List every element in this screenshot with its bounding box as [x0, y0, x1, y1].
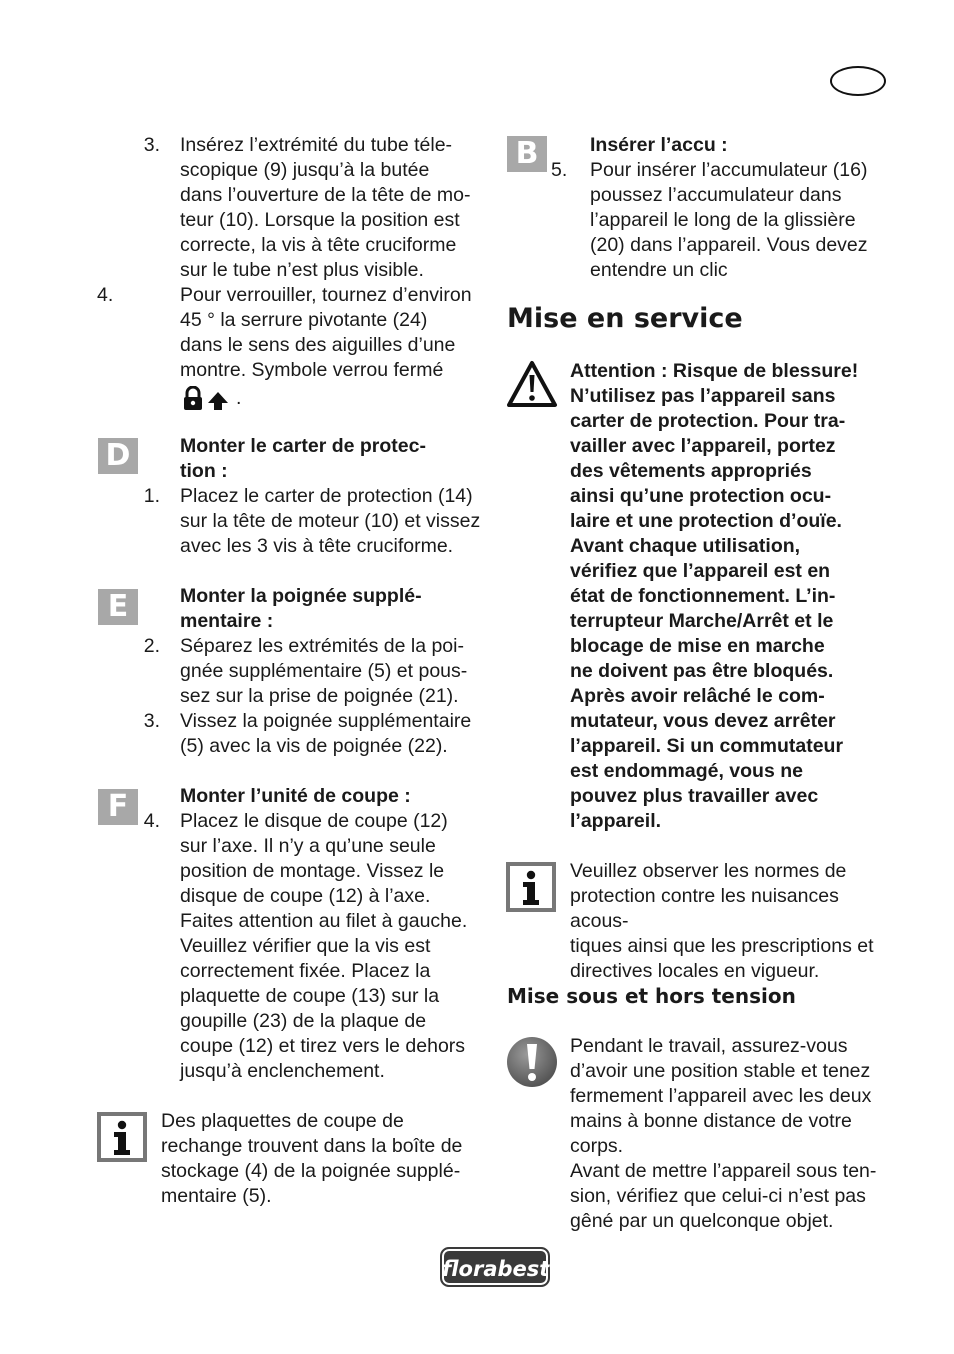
section-heading: Insérer l’accu : — [590, 134, 728, 156]
warning-text: Attention : Risque de blessure! N’utilisez pas l’appareil sans carter de protection. Pour tra- vailler avec l’appareil, portez des vêtements appropriés ainsi qu’une protection ocu- laire et une protection d’ouïe. Avant chaque utilisation, vérifiez que l’appareil est en état de fonctionnement. L’in- terrupteur Marche/Arrêt et le blocage de mise en marche ne doivent pas être bloqués. Après avoir relâché le com- mutateur, vous devez arrêter l’appareil. Si un commutateur est endommagé, vous ne pouvez plus travailler avec l’appareil. — [570, 360, 859, 832]
lock-symbol — [182, 386, 252, 412]
page-title: Mise en service — [507, 303, 743, 334]
exclamation-icon — [506, 1036, 558, 1088]
section-heading: Monter le carter de protec- tion : — [180, 435, 426, 482]
brand-logo: florabest — [440, 1247, 550, 1287]
step-number: 4. — [143, 810, 160, 832]
step-number: 1. — [143, 485, 160, 507]
section-badge-d: D — [98, 438, 138, 474]
step-text: Insérez l’extrémité du tube téle- scopique (9) jusqu’à la butée dans l’ouverture de la tête de mo- teur (10). Lorsque la position est correcte, la vis à tête cruciforme sur le tube n’est plus visible. — [180, 134, 471, 281]
step-text: Vissez la poignée supplémentaire (5) avec la vis de poignée (22). — [180, 710, 472, 757]
step-number: 2. — [143, 635, 160, 657]
language-oval — [830, 66, 886, 96]
section-badge-b: B — [507, 136, 547, 172]
step-text: Placez le carter de protection (14) sur la tête de moteur (10) et vissez avec les 3 vis à tête cruciforme. — [180, 485, 481, 557]
step-text: Pour verrouiller, tournez d’environ 45 ° la serrure pivotante (24) dans le sens des aiguilles d’une montre. Symbole verrou fermé — [180, 284, 472, 381]
arrow-up-icon — [208, 392, 228, 410]
section-badge-e: E — [98, 589, 138, 625]
info-note: Des plaquettes de coupe de rechange trouvent dans la boîte de stockage (4) de la poignée supplé- mentaire (5). — [161, 1110, 463, 1207]
step-number: 4. — [97, 284, 114, 306]
symbol-period: . — [236, 387, 242, 409]
section-heading: Monter la poignée supplé- mentaire : — [180, 585, 422, 632]
info-icon — [506, 862, 556, 912]
step-number: 3. — [143, 134, 160, 156]
step-text: Séparez les extrémités de la poi- gnée supplémentaire (5) et pous- sez sur la prise de poignée (21). — [180, 635, 468, 707]
info-icon — [97, 1112, 147, 1162]
step-text: Pour insérer l’accumulateur (16) poussez l’accumulateur dans l’appareil le long de la glissière (20) dans l’appareil. Vous devez entendre un clic — [590, 159, 868, 281]
caution-text: Pendant le travail, assurez-vous d’avoir une position stable et tenez fermement l’appareil avec les deux mains à bonne distance de votre corps. Avant de mettre l’appareil sous ten- sion, vérifiez que celui-ci n’est pas gêné par un quelconque objet. — [570, 1035, 877, 1232]
section-heading: Monter l’unité de coupe : — [180, 785, 411, 807]
info-note: Veuillez observer les normes de protection contre les nuisances acous- tiques ainsi que les prescriptions et directives locales en vigueur. — [570, 860, 874, 982]
section-badge-f: F — [98, 789, 138, 825]
warning-triangle-icon — [506, 360, 558, 408]
step-text: Placez le disque de coupe (12) sur l’axe. Il n’y a qu’une seule position de montage. Vissez le disque de coupe (12) à l’axe. Faites attention au filet à gauche. Veuillez vérifier que la vis est correctement fixée. Placez la plaquette de coupe (13) sur la goupille (23) de la plaque de coupe (12) et tirez vers le dehors jusqu’à enclenchement. — [180, 810, 468, 1082]
lock-closed-icon — [182, 386, 230, 412]
step-number: 3. — [143, 710, 160, 732]
step-number: 5. — [551, 159, 568, 181]
section-subtitle: Mise sous et hors tension — [507, 984, 796, 1008]
